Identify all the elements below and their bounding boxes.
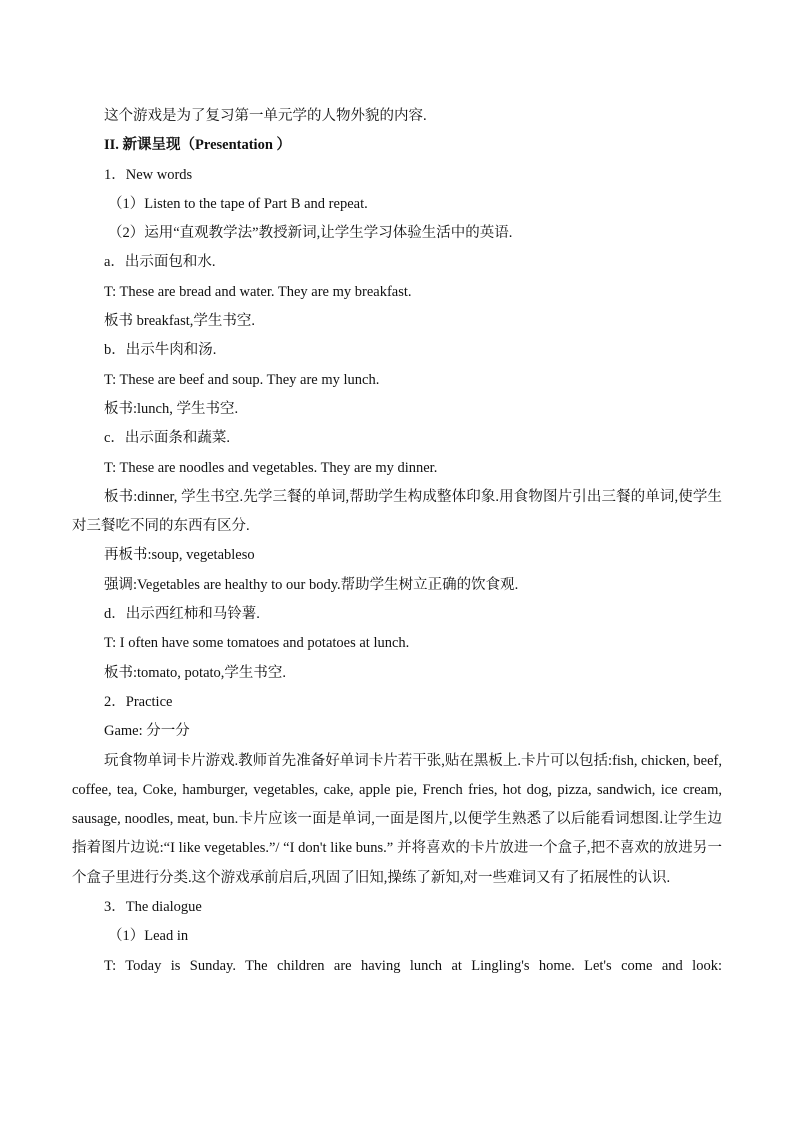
subsection-heading: 3．The dialogue [104, 899, 202, 916]
text-line: 这个游戏是为了复习第一单元学的人物外貌的内容. [104, 108, 427, 124]
text-line: 强调:Vegetables are healthy to our body.帮助学生树立正确的饮食观. [104, 576, 519, 593]
text-line: T: These are bread and water. They are my breakfast. [104, 283, 412, 300]
text-line: 板书 breakfast,学生书空. [104, 313, 256, 330]
text-line: T: These are beef and soup. They are my lunch. [104, 371, 380, 388]
text-line: （1）Listen to the tape of Part B and repeat. [108, 195, 368, 212]
section-heading: II. 新课呈现（Presentation ） [104, 137, 292, 154]
paragraph: 板书:dinner, 学生书空.先学三餐的单词,帮助学生构成整体印象.用食物图片引出三餐的单词,使学生对三餐吃不同的东西有区分. [72, 488, 722, 535]
text-line: 再板书:soup, vegetableso [104, 547, 255, 564]
document-body [72, 102, 722, 981]
text-line: 板书:lunch, 学生书空. [104, 400, 239, 417]
text-line: 板书:tomato, potato,学生书空. [104, 664, 287, 681]
text-line: （1）Lead in [108, 928, 189, 945]
text-line: T: These are noodles and vegetables. They are my dinner. [104, 459, 438, 476]
text-line: a．出示面包和水. [104, 254, 216, 271]
text-line: c．出示面条和蔬菜. [104, 430, 231, 447]
paragraph: 玩食物单词卡片游戏.教师首先准备好单词卡片若干张,贴在黑板上.卡片可以包括:fish, chicken, beef, coffee, tea, Coke, hamburger, vegetables, cake, apple pie, French fries, hot dog, pizza, sandwich, ice cream, sausage, noodles, meat, bun.卡片应该一面是单词,一面是图片,以便学生熟悉了以后能看词想图.让学生边指着图片边说:“I like vegetables.”/ “I don't like buns.” 并将喜欢的卡片放进一个盒子,把不喜欢的放进另一个盒子里进行分类.这个游戏承前启后,巩固了旧知,操练了新知,对一些难词又有了拓展性的认识. [72, 752, 722, 886]
text-line: b．出示牛肉和汤. [104, 342, 217, 359]
paragraph: T: Today is Sunday. The children are having lunch at Lingling's home. Let's come and look: [104, 957, 722, 974]
text-line: （2）运用“直观教学法”教授新词,让学生学习体验生活中的英语. [108, 225, 513, 242]
text-line: T: I often have some tomatoes and potatoes at lunch. [104, 635, 410, 652]
subsection-heading: 2．Practice [104, 693, 173, 710]
text-line: Game: 分一分 [104, 723, 190, 740]
subsection-heading: 1．New words [104, 166, 193, 183]
text-line: d．出示西红柿和马铃薯. [104, 606, 260, 623]
